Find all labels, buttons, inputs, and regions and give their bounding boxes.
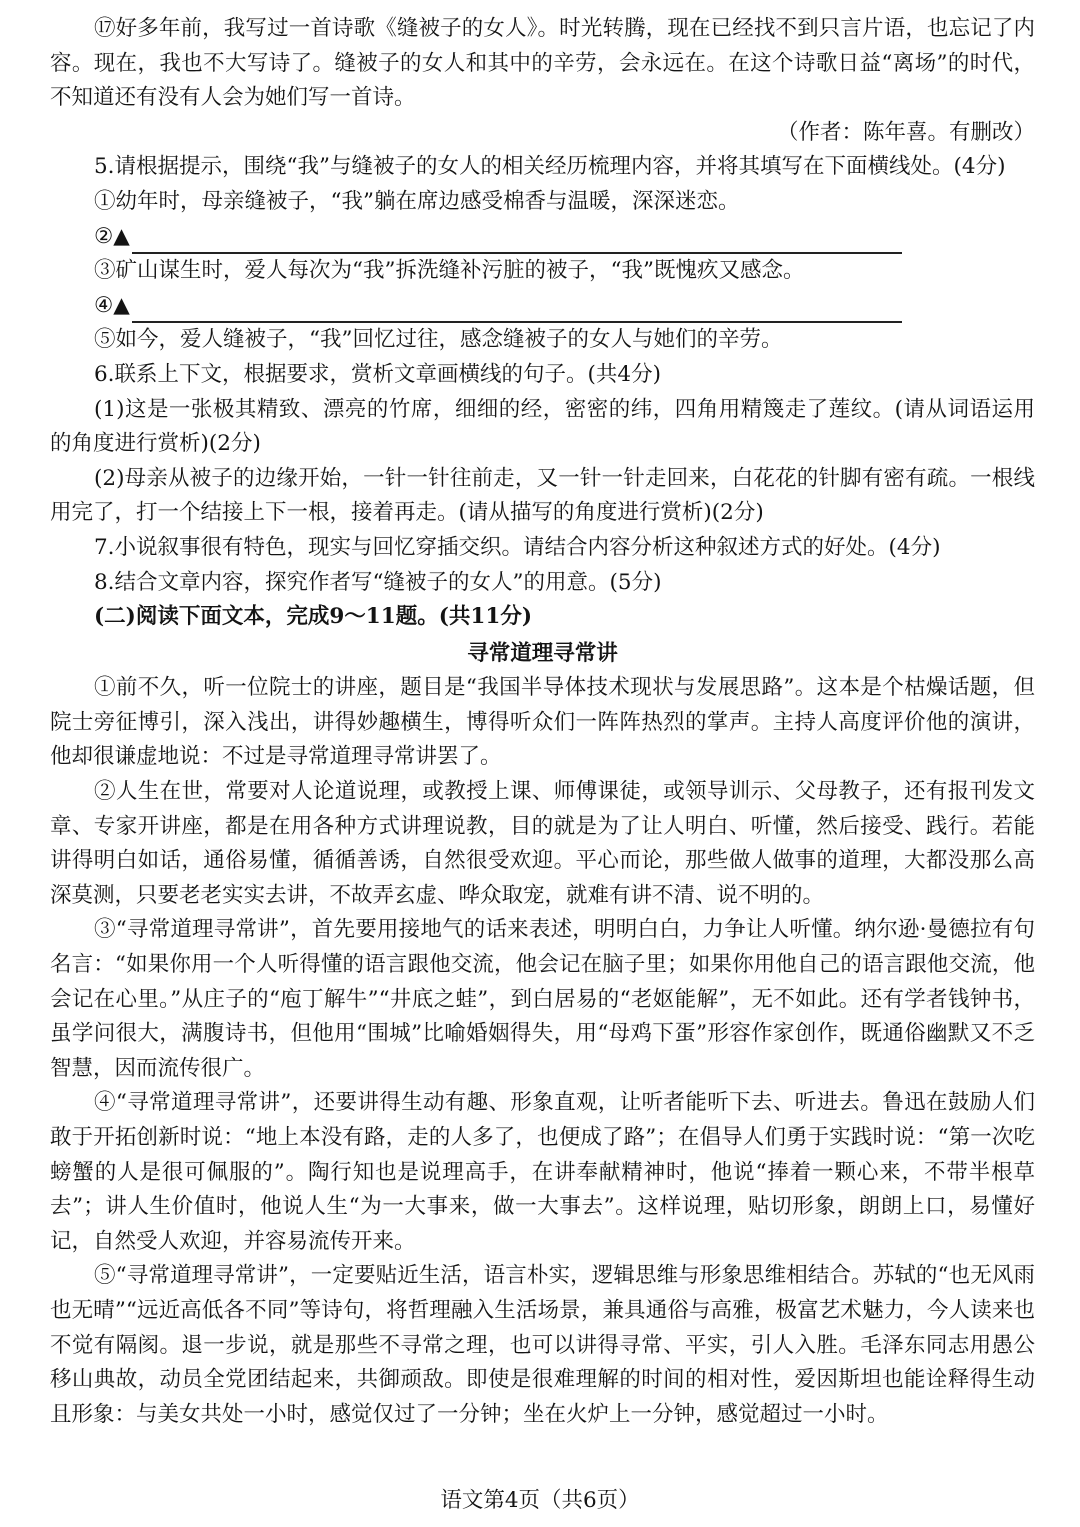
article-title: 寻常道理寻常讲 xyxy=(467,640,618,666)
q5-item-3: ③矿山谋生时，爱人每次为“我”拆洗缝补污脏的被子，“我”既愧疚又感念。 xyxy=(94,258,805,284)
article-paragraph-3: ③“寻常道理寻常讲”，首先要用接地气的话来表述，明明白白，力争让人听懂。纳尔逊·曼德拉有句名言：“如果你用一个人听得懂的语言跟他交流，他会记在脑子里；如果你用他自己的语言跟他交流，他会记在心里。”从庄子的“庖丁解牛”“井底之蛙”，到白居易的“老妪能解”，无不如此。还有学者钱钟书，虽学问很大，满腹诗书，但他用“围城”比喻婚姻得失，用“母鸡下蛋”形容作家创作，既通俗幽默又不乏智慧，因而流传很广。 xyxy=(50,917,1035,1081)
author-credit: （作者：陈年喜。有删改） xyxy=(776,119,1035,145)
article-paragraph-5: ⑤“寻常道理寻常讲”，一定要贴近生活，语言朴实，逻辑思维与形象思维相结合。苏轼的“也无风雨也无晴”“远近高低各不同”等诗句，将哲理融入生活场景，兼具通俗与高雅，极富艺术魅力，今人读来也不觉有隔阂。退一步说，就是那些不寻常之理，也可以讲得寻常、平实，引人入胜。毛泽东同志用愚公移山典故，动员全党团结起来，共御顽敌。即使是很难理解的时间的相对性，爱因斯坦也能诠释得生动且形象：与美女共处一小时，感觉仅过了一分钟；坐在火炉上一分钟，感觉超过一小时。 xyxy=(50,1263,1035,1427)
answer-blank[interactable] xyxy=(132,228,902,254)
question-7: 7.小说叙事很有特色，现实与回忆穿插交织。请结合内容分析这种叙述方式的好处。(4分) xyxy=(94,534,941,560)
q5-item-5: ⑤如今，爱人缝被子，“我”回忆过往，感念缝被子的女人与她们的辛劳。 xyxy=(94,327,783,353)
article-paragraph-1: ①前不久，听一位院士的讲座，题目是“我国半导体技术现状与发展思路”。这本是个枯燥话题，但院士旁征博引，深入浅出，讲得妙趣横生，博得听众们一阵阵热烈的掌声。主持人高度评价他的演讲，他却很谦虚地说：不过是寻常道理寻常讲罢了。 xyxy=(50,675,1035,770)
article-paragraph-2: ②人生在世，常要对人论道说理，或教授上课、师傅课徒，或领导训示、父母教子，还有报刊发文章、专家开讲座，都是在用各种方式讲理说教，目的就是为了让人明白、听懂，然后接受、践行。若能讲得明白如话，通俗易懂，循循善诱，自然很受欢迎。平心而论，那些做人做事的道理，大都没那么高深莫测，只要老老实实去讲，不故弄玄虚、哗众取宠，就难有讲不清、说不明的。 xyxy=(50,779,1035,908)
question-8: 8.结合文章内容，探究作者写“缝被子的女人”的用意。(5分) xyxy=(94,569,662,595)
q5-item-2-marker: ②▲ xyxy=(94,223,130,249)
q5-answer-line-4[interactable] xyxy=(50,289,1035,324)
page-footer: 语文第4页（共6页） xyxy=(440,1488,640,1513)
q5-answer-line-2[interactable] xyxy=(50,220,1035,255)
answer-blank[interactable] xyxy=(132,297,902,323)
question-6: 6.联系上下文，根据要求，赏析文章画横线的句子。(共4分) xyxy=(94,361,661,387)
section-2-heading: (二)阅读下面文本，完成9～11题。(共11分) xyxy=(94,604,532,630)
paragraph-17: ⑰好多年前，我写过一首诗歌《缝被子的女人》。时光转腾，现在已经找不到只言片语，也忘记了内容。现在，我也不大写诗了。缝被子的女人和其中的辛劳，会永远在。在这个诗歌日益“离场”的时代，不知道还有没有人会为她们写一首诗。 xyxy=(50,16,1035,111)
q5-item-4-marker: ④▲ xyxy=(94,292,130,318)
article-paragraph-4: ④“寻常道理寻常讲”，还要讲得生动有趣、形象直观，让听者能听下去、听进去。鲁迅在鼓励人们敢于开拓创新时说：“地上本没有路，走的人多了，也便成了路”；在倡导人们勇于实践时说：“第一次吃螃蟹的人是很可佩服的”。陶行知也是说理高手，在讲奉献精神时，他说“捧着一颗心来，不带半根草去”；讲人生价值时，他说人生“为一大事来，做一大事去”。这样说理，贴切形象，朗朗上口，易懂好记，自然受人欢迎，并容易流传开来。 xyxy=(50,1090,1035,1254)
question-6-2: (2)母亲从被子的边缘开始，一针一针往前走，又一针一针走回来，白花花的针脚有密有疏。一根线用完了，打一个结接上下一根，接着再走。(请从描写的角度进行赏析)(2分) xyxy=(50,465,1035,526)
question-5: 5.请根据提示，围绕“我”与缝被子的女人的相关经历梳理内容，并将其填写在下面横线处。(4分) xyxy=(94,154,1006,180)
question-6-1: (1)这是一张极其精致、漂亮的竹席，细细的经，密密的纬，四角用精篾走了莲纹。(请从词语运用的角度进行赏析)(2分) xyxy=(50,396,1035,457)
q5-item-1: ①幼年时，母亲缝被子，“我”躺在席边感受棉香与温暖，深深迷恋。 xyxy=(94,188,740,214)
exam-page xyxy=(50,12,1035,1512)
